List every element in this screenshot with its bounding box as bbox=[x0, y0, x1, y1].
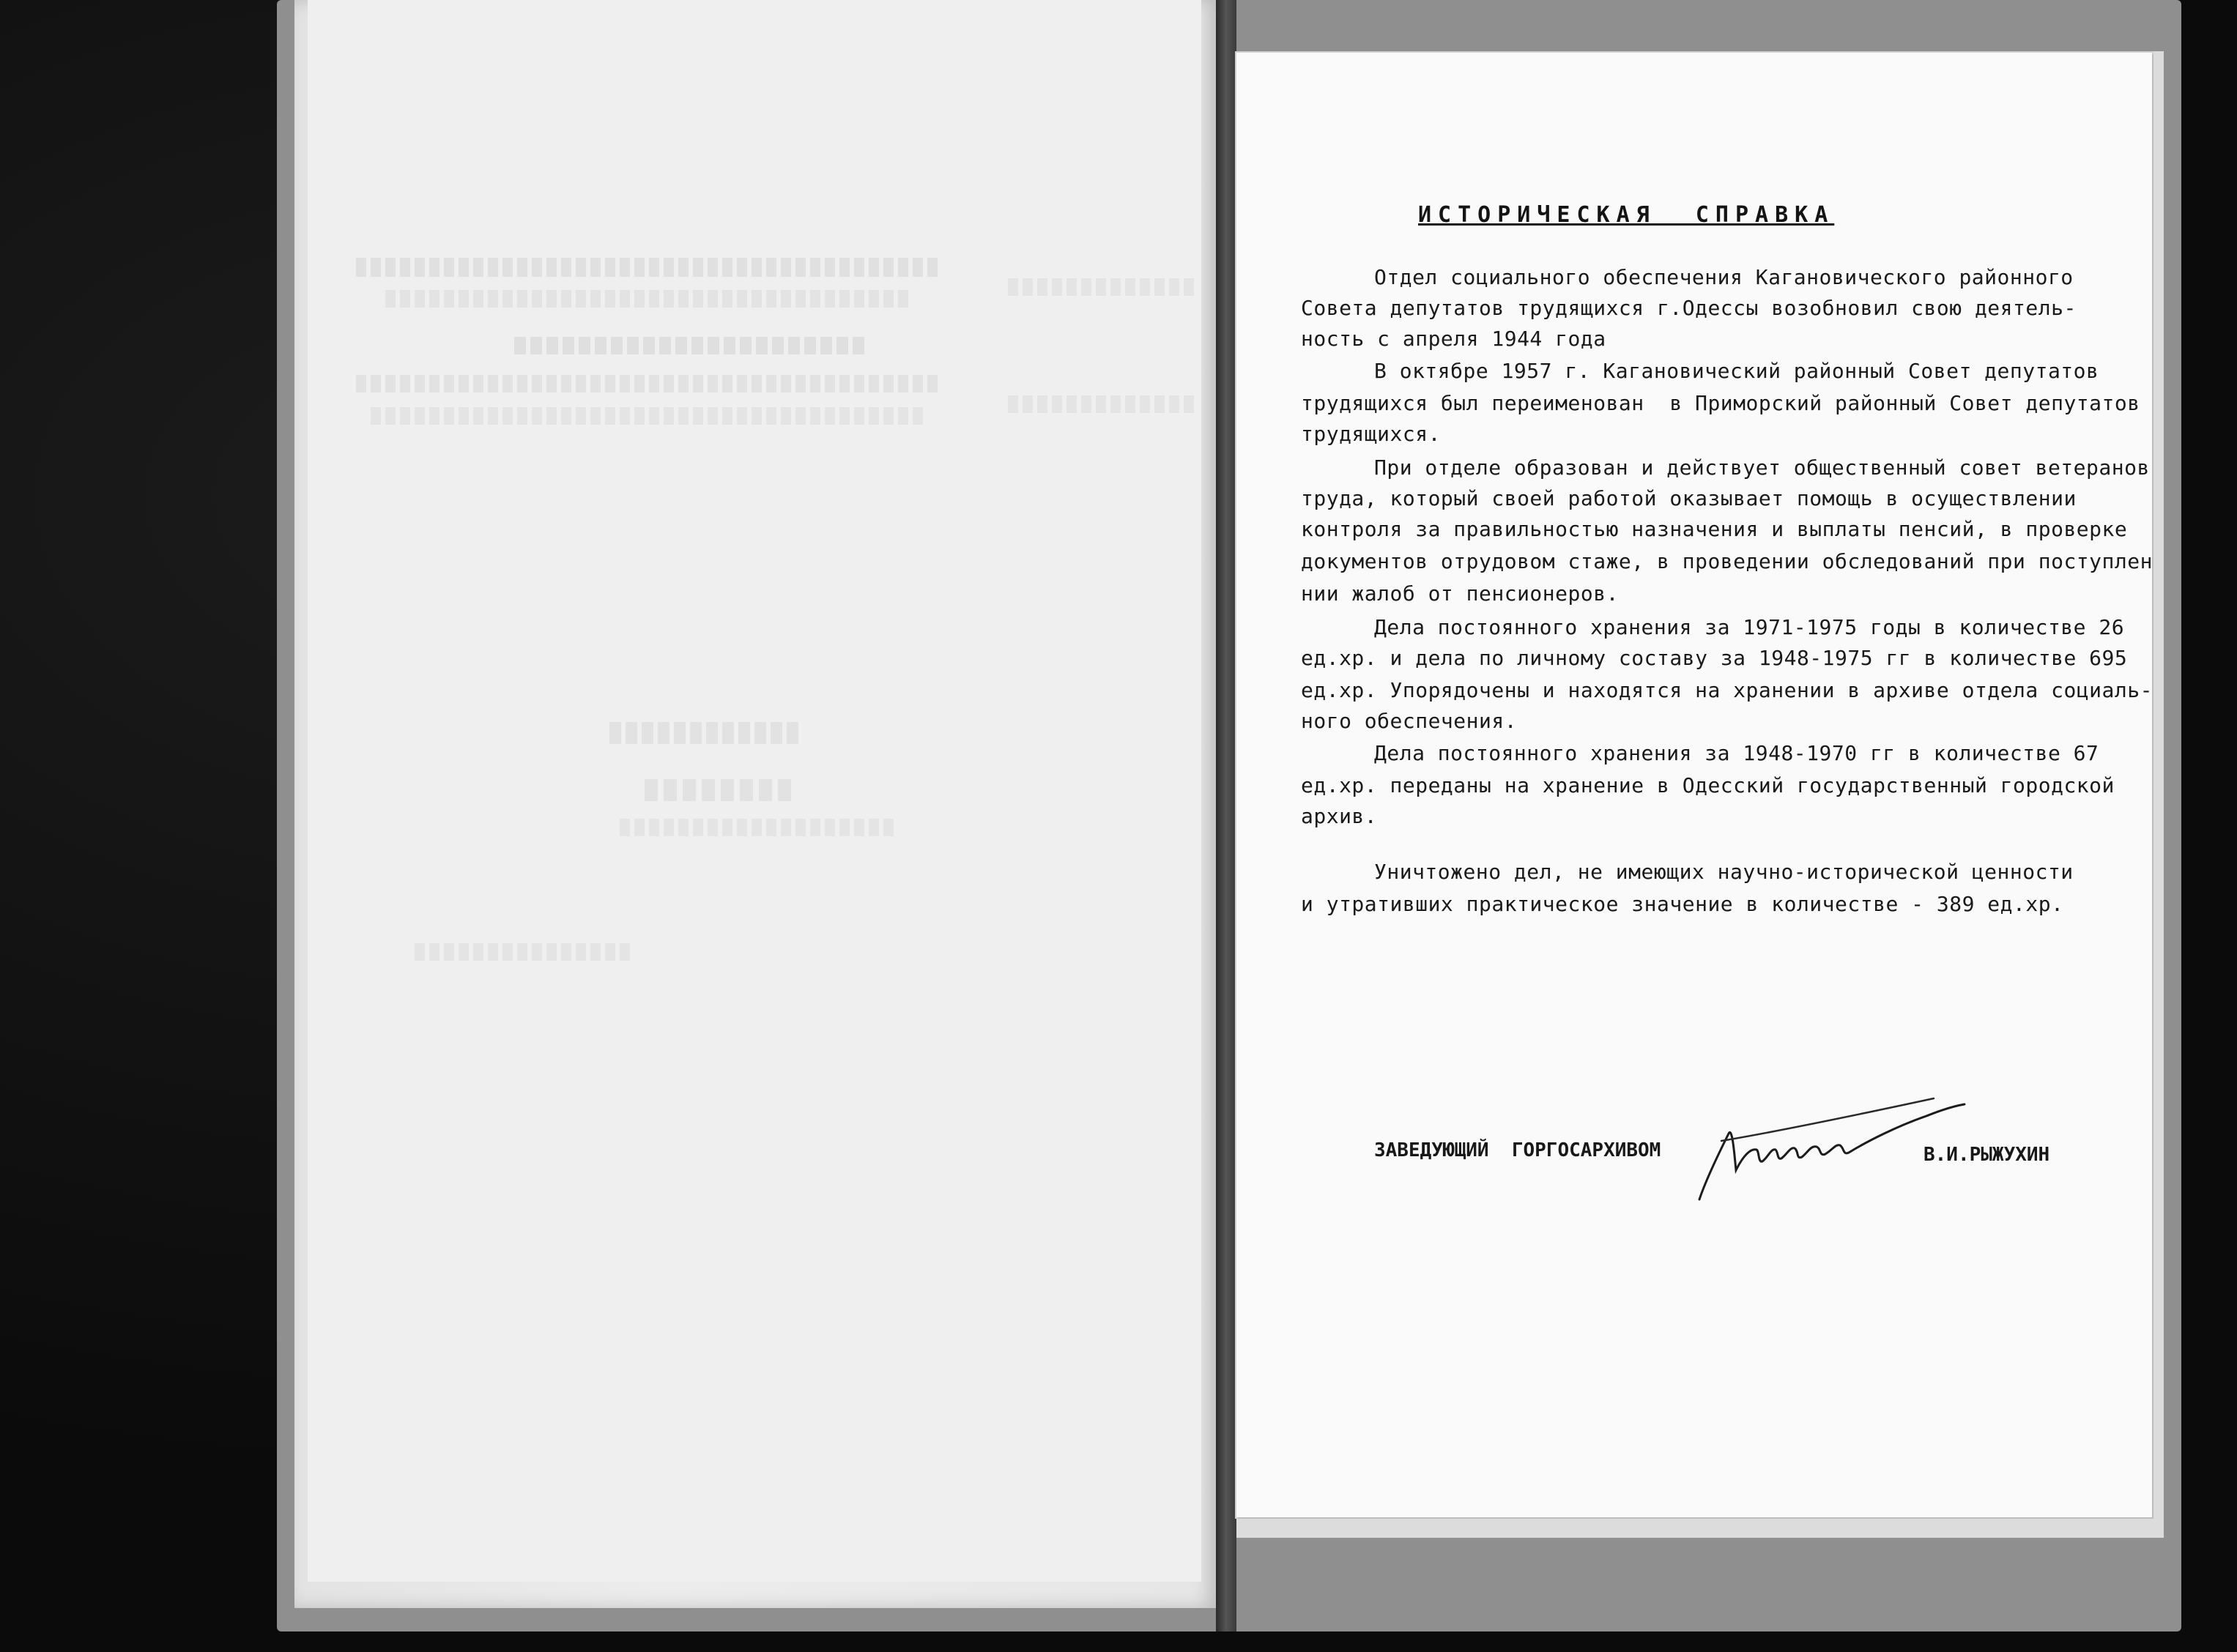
document-line: ного обеспечения. bbox=[1301, 709, 1518, 733]
bleed-through-block bbox=[352, 375, 938, 392]
bleed-through-block bbox=[615, 819, 894, 836]
document-line: трудящихся. bbox=[1301, 422, 1441, 446]
document-line: документов отрудовом стаже, в проведении обследований при поступлен bbox=[1301, 549, 2153, 573]
document-line: Дела постоянного хранения за 1948-1970 гг в количестве 67 bbox=[1374, 741, 2099, 765]
bleed-through-block bbox=[1004, 278, 1194, 296]
bleed-through-block bbox=[1004, 395, 1194, 413]
bleed-through-block bbox=[513, 337, 864, 354]
document-line: Дела постоянного хранения за 1971-1975 годы в количестве 26 bbox=[1374, 615, 2125, 639]
bleed-through-block bbox=[381, 290, 908, 308]
document-line: контроля за правильностью назначения и выплаты пенсий, в проверке bbox=[1301, 517, 2128, 541]
bleed-through-block bbox=[366, 407, 923, 425]
document-line: Уничтожено дел, не имеющих научно-исторической ценности bbox=[1374, 860, 2074, 884]
signature-name: В.И.РЫЖУХИН bbox=[1923, 1144, 2050, 1166]
signature-title: ЗАВЕДУЮЩИЙ ГОРГОСАРХИВОМ bbox=[1374, 1139, 1661, 1161]
bleed-through-block bbox=[645, 779, 791, 801]
bleed-through-block bbox=[608, 722, 798, 744]
document-line: Отдел социального обеспечения Кагановического районного bbox=[1374, 265, 2074, 289]
document-line: и утративших практическое значение в количестве - 389 ед.хр. bbox=[1301, 892, 2064, 916]
document-line: ед.хр. Упорядочены и находятся на хранении в архиве отдела социаль- bbox=[1301, 678, 2153, 702]
bleed-through-block bbox=[352, 258, 938, 277]
document-line: При отделе образован и действует общественный совет ветеранов bbox=[1374, 455, 2150, 480]
document-line: ность с апреля 1944 года bbox=[1301, 327, 1606, 351]
document-line: ед.хр. переданы на хранение в Одесский государственный городской bbox=[1301, 773, 2115, 797]
document-line: труда, который своей работой оказывает помощь в осуществлении bbox=[1301, 486, 2077, 510]
document-title: ИСТОРИЧЕСКАЯ СПРАВКА bbox=[1418, 202, 1835, 228]
document-line: трудящихся был переименован в Приморский районный Совет депутатов bbox=[1301, 391, 2140, 415]
document-line: Совета депутатов трудящихся г.Одессы возобновил свою деятель- bbox=[1301, 296, 2077, 320]
bleed-through-block bbox=[410, 943, 630, 961]
book-gutter bbox=[1216, 0, 1236, 1631]
document-line: нии жалоб от пенсионеров. bbox=[1301, 581, 1619, 606]
document-line: ед.хр. и дела по личному составу за 1948-1975 гг в количестве 695 bbox=[1301, 646, 2128, 670]
document-line: В октябре 1957 г. Кагановический районный Совет депутатов bbox=[1374, 359, 2099, 383]
document-line: архив. bbox=[1301, 804, 1378, 828]
